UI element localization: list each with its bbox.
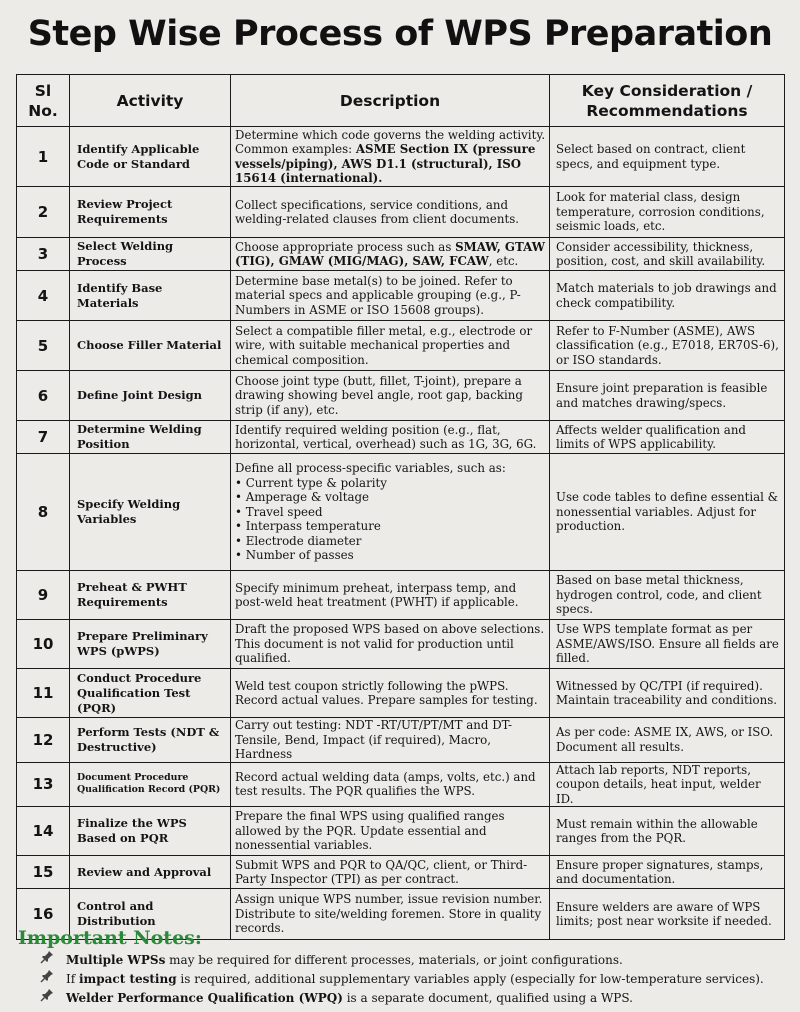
variable-item: • Travel speed bbox=[235, 505, 546, 520]
description-cell bbox=[231, 856, 550, 889]
text-run: Prepare the final WPS using qualified ranges allowed by the PQR. Update essential and nonessential variables. bbox=[235, 809, 505, 853]
activity-cell: Select Welding Process bbox=[70, 238, 231, 271]
note-item bbox=[40, 969, 790, 988]
variable-item: • Electrode diameter bbox=[235, 534, 546, 549]
key-consideration-cell: Select based on contract, client specs, and equipment type. bbox=[550, 127, 785, 187]
note-item bbox=[40, 988, 790, 1007]
text-run: Determine base metal(s) to be joined. Refer to material specs and applicable grouping (e.g., P-Numbers in ASME or ISO 15608 groups). bbox=[235, 273, 521, 317]
table-row bbox=[17, 454, 785, 571]
bold-text: ASME Section IX (pressure vessels/piping), AWS D1.1 (structural), ISO 15614 (international). bbox=[235, 142, 536, 185]
note-text bbox=[66, 970, 764, 988]
text-run: is required, additional supplementary variables apply (especially for low-temperature services). bbox=[176, 971, 764, 986]
key-consideration-cell: Witnessed by QC/TPI (if required). Maintain traceability and conditions. bbox=[550, 669, 785, 718]
table-row bbox=[17, 669, 785, 718]
note-text bbox=[66, 951, 623, 969]
activity-cell: Control and Distribution bbox=[70, 889, 231, 940]
text-run: Record actual welding data (amps, volts, etc.) and test results. The PQR qualifies the WPS. bbox=[235, 769, 536, 799]
table-row bbox=[17, 807, 785, 856]
activity-cell: Review Project Requirements bbox=[70, 187, 231, 238]
description-cell bbox=[231, 271, 550, 321]
variables-list bbox=[235, 476, 546, 563]
row-number: 12 bbox=[17, 718, 70, 763]
text-run: Draft the proposed WPS based on above selections. This document is not valid for production until qualified. bbox=[235, 622, 545, 666]
table-row bbox=[17, 421, 785, 454]
description-cell bbox=[231, 571, 550, 620]
row-number: 3 bbox=[17, 238, 70, 271]
key-consideration-cell: As per code: ASME IX, AWS, or ISO. Document all results. bbox=[550, 718, 785, 763]
important-notes-title: Important Notes: bbox=[18, 927, 202, 949]
text-run: Specify minimum preheat, interpass temp, and post-weld heat treatment (PWHT) if applicable. bbox=[235, 580, 519, 609]
text-run: Carry out testing: NDT -RT/UT/PT/MT and DT-Tensile, Bend, Impact (if required), Macro, Hardness bbox=[235, 718, 512, 761]
description-cell bbox=[231, 620, 550, 669]
activity-cell: Choose Filler Material bbox=[70, 321, 231, 371]
row-number: 6 bbox=[17, 371, 70, 421]
description-cell bbox=[231, 718, 550, 763]
text-run: is a separate document, qualified using a WPS. bbox=[342, 990, 633, 1005]
text-run: Weld test coupon strictly following the pWPS. Record actual values. Prepare samples for testing. bbox=[235, 678, 538, 707]
text-run: Select a compatible filler metal, e.g., electrode or wire, with suitable mechanical properties and chemical composition. bbox=[235, 323, 533, 367]
header-sl-no: Sl No. bbox=[17, 75, 70, 127]
table-row bbox=[17, 127, 785, 187]
pin-icon bbox=[40, 950, 54, 969]
text-run: Choose appropriate process such as bbox=[235, 239, 456, 254]
row-number: 13 bbox=[17, 762, 70, 807]
bold-text: SMAW, GTAW (TIG), GMAW (MIG/MAG), SAW, FCAW bbox=[235, 239, 545, 268]
variable-item: • Current type & polarity bbox=[235, 476, 546, 491]
table-row bbox=[17, 718, 785, 763]
activity-cell: Perform Tests (NDT & Destructive) bbox=[70, 718, 231, 763]
table-row bbox=[17, 856, 785, 889]
important-notes-list bbox=[40, 950, 790, 1007]
activity-cell: Review and Approval bbox=[70, 856, 231, 889]
table-row bbox=[17, 371, 785, 421]
header-activity: Activity bbox=[70, 75, 231, 127]
description-cell bbox=[231, 669, 550, 718]
key-consideration-cell: Based on base metal thickness, hydrogen control, code, and client specs. bbox=[550, 571, 785, 620]
activity-cell: Define Joint Design bbox=[70, 371, 231, 421]
activity-cell: Identify Base Materials bbox=[70, 271, 231, 321]
text-run: Identify required welding position (e.g., flat, horizontal, vertical, overhead) such as 1G, 3G, 6G. bbox=[235, 422, 537, 451]
bold-text: impact testing bbox=[79, 971, 177, 986]
row-number: 15 bbox=[17, 856, 70, 889]
description-cell bbox=[231, 371, 550, 421]
text-run: may be required for different processes, materials, or joint configurations. bbox=[165, 952, 623, 967]
row-number: 14 bbox=[17, 807, 70, 856]
table-row bbox=[17, 620, 785, 669]
row-number: 10 bbox=[17, 620, 70, 669]
key-consideration-cell: Consider accessibility, thickness, position, cost, and skill availability. bbox=[550, 238, 785, 271]
text-run: Define all process-specific variables, such as: bbox=[235, 461, 506, 476]
key-consideration-cell: Use code tables to define essential & nonessential variables. Adjust for production. bbox=[550, 454, 785, 571]
pin-icon bbox=[40, 969, 54, 988]
table-row bbox=[17, 321, 785, 371]
variable-item: • Amperage & voltage bbox=[235, 490, 546, 505]
description-cell bbox=[231, 238, 550, 271]
note-item bbox=[40, 950, 790, 969]
key-consideration-cell: Affects welder qualification and limits of WPS applicability. bbox=[550, 421, 785, 454]
activity-cell: Finalize the WPS Based on PQR bbox=[70, 807, 231, 856]
text-run: Determine which code governs the welding activity. Common examples: bbox=[235, 127, 546, 156]
description-cell bbox=[231, 321, 550, 371]
text-run: , etc. bbox=[488, 254, 519, 268]
note-text bbox=[66, 989, 633, 1007]
description-cell bbox=[231, 889, 550, 940]
activity-cell: Preheat & PWHT Requirements bbox=[70, 571, 231, 620]
activity-cell: Identify Applicable Code or Standard bbox=[70, 127, 231, 187]
bold-text: Welder Performance Qualification (WPQ) bbox=[66, 990, 343, 1005]
row-number: 11 bbox=[17, 669, 70, 718]
text-run: If bbox=[66, 971, 79, 986]
table-row bbox=[17, 271, 785, 321]
description-cell bbox=[231, 421, 550, 454]
table-row bbox=[17, 238, 785, 271]
description-cell bbox=[231, 807, 550, 856]
variable-item: • Interpass temperature bbox=[235, 519, 546, 534]
row-number: 2 bbox=[17, 187, 70, 238]
pin-icon bbox=[40, 988, 54, 1007]
description-cell bbox=[231, 127, 550, 187]
activity-cell: Determine Welding Position bbox=[70, 421, 231, 454]
text-run: Submit WPS and PQR to QA/QC, client, or Third-Party Inspector (TPI) as per contract. bbox=[235, 857, 528, 886]
description-cell bbox=[231, 762, 550, 807]
table-row bbox=[17, 762, 785, 807]
row-number: 8 bbox=[17, 454, 70, 571]
key-consideration-cell: Attach lab reports, NDT reports, coupon details, heat input, welder ID. bbox=[550, 762, 785, 807]
row-number: 4 bbox=[17, 271, 70, 321]
row-number: 1 bbox=[17, 127, 70, 187]
table-row bbox=[17, 571, 785, 620]
page-title: Step Wise Process of WPS Preparation bbox=[27, 14, 773, 54]
row-number: 9 bbox=[17, 571, 70, 620]
description-cell bbox=[231, 187, 550, 238]
activity-cell: Document Procedure Qualification Record (PQR) bbox=[70, 762, 231, 807]
text-run: Choose joint type (butt, fillet, T-joint), prepare a drawing showing bevel angle, root gap, backing strip (if any), etc. bbox=[235, 373, 523, 417]
activity-cell: Specify Welding Variables bbox=[70, 454, 231, 571]
key-consideration-cell: Must remain within the allowable ranges from the PQR. bbox=[550, 807, 785, 856]
row-number: 16 bbox=[17, 889, 70, 940]
variable-item: • Number of passes bbox=[235, 548, 546, 563]
key-consideration-cell: Match materials to job drawings and check compatibility. bbox=[550, 271, 785, 321]
row-number: 7 bbox=[17, 421, 70, 454]
row-number: 5 bbox=[17, 321, 70, 371]
header-description: Description bbox=[231, 75, 550, 127]
key-consideration-cell: Ensure proper signatures, stamps, and documentation. bbox=[550, 856, 785, 889]
activity-cell: Prepare Preliminary WPS (pWPS) bbox=[70, 620, 231, 669]
table-row bbox=[17, 187, 785, 238]
activity-cell: Conduct Procedure Qualification Test (PQR) bbox=[70, 669, 231, 718]
key-consideration-cell: Ensure joint preparation is feasible and matches drawing/specs. bbox=[550, 371, 785, 421]
text-run: Collect specifications, service conditions, and welding-related clauses from client documents. bbox=[235, 197, 520, 226]
header-key-consideration: Key Consideration / Recommendations bbox=[550, 75, 785, 127]
bold-text: Multiple WPSs bbox=[66, 952, 166, 967]
text-run: Assign unique WPS number, issue revision number. Distribute to site/welding foremen. Store in quality records. bbox=[235, 892, 543, 936]
key-consideration-cell: Refer to F-Number (ASME), AWS classification (e.g., E7018, ER70S-6), or ISO standards. bbox=[550, 321, 785, 371]
key-consideration-cell: Look for material class, design temperature, corrosion conditions, seismic loads, etc. bbox=[550, 187, 785, 238]
description-cell bbox=[231, 454, 550, 571]
key-consideration-cell: Use WPS template format as per ASME/AWS/ISO. Ensure all fields are filled. bbox=[550, 620, 785, 669]
table-header-row bbox=[17, 75, 785, 127]
wps-steps-table bbox=[16, 74, 785, 940]
key-consideration-cell: Ensure welders are aware of WPS limits; post near worksite if needed. bbox=[550, 889, 785, 940]
